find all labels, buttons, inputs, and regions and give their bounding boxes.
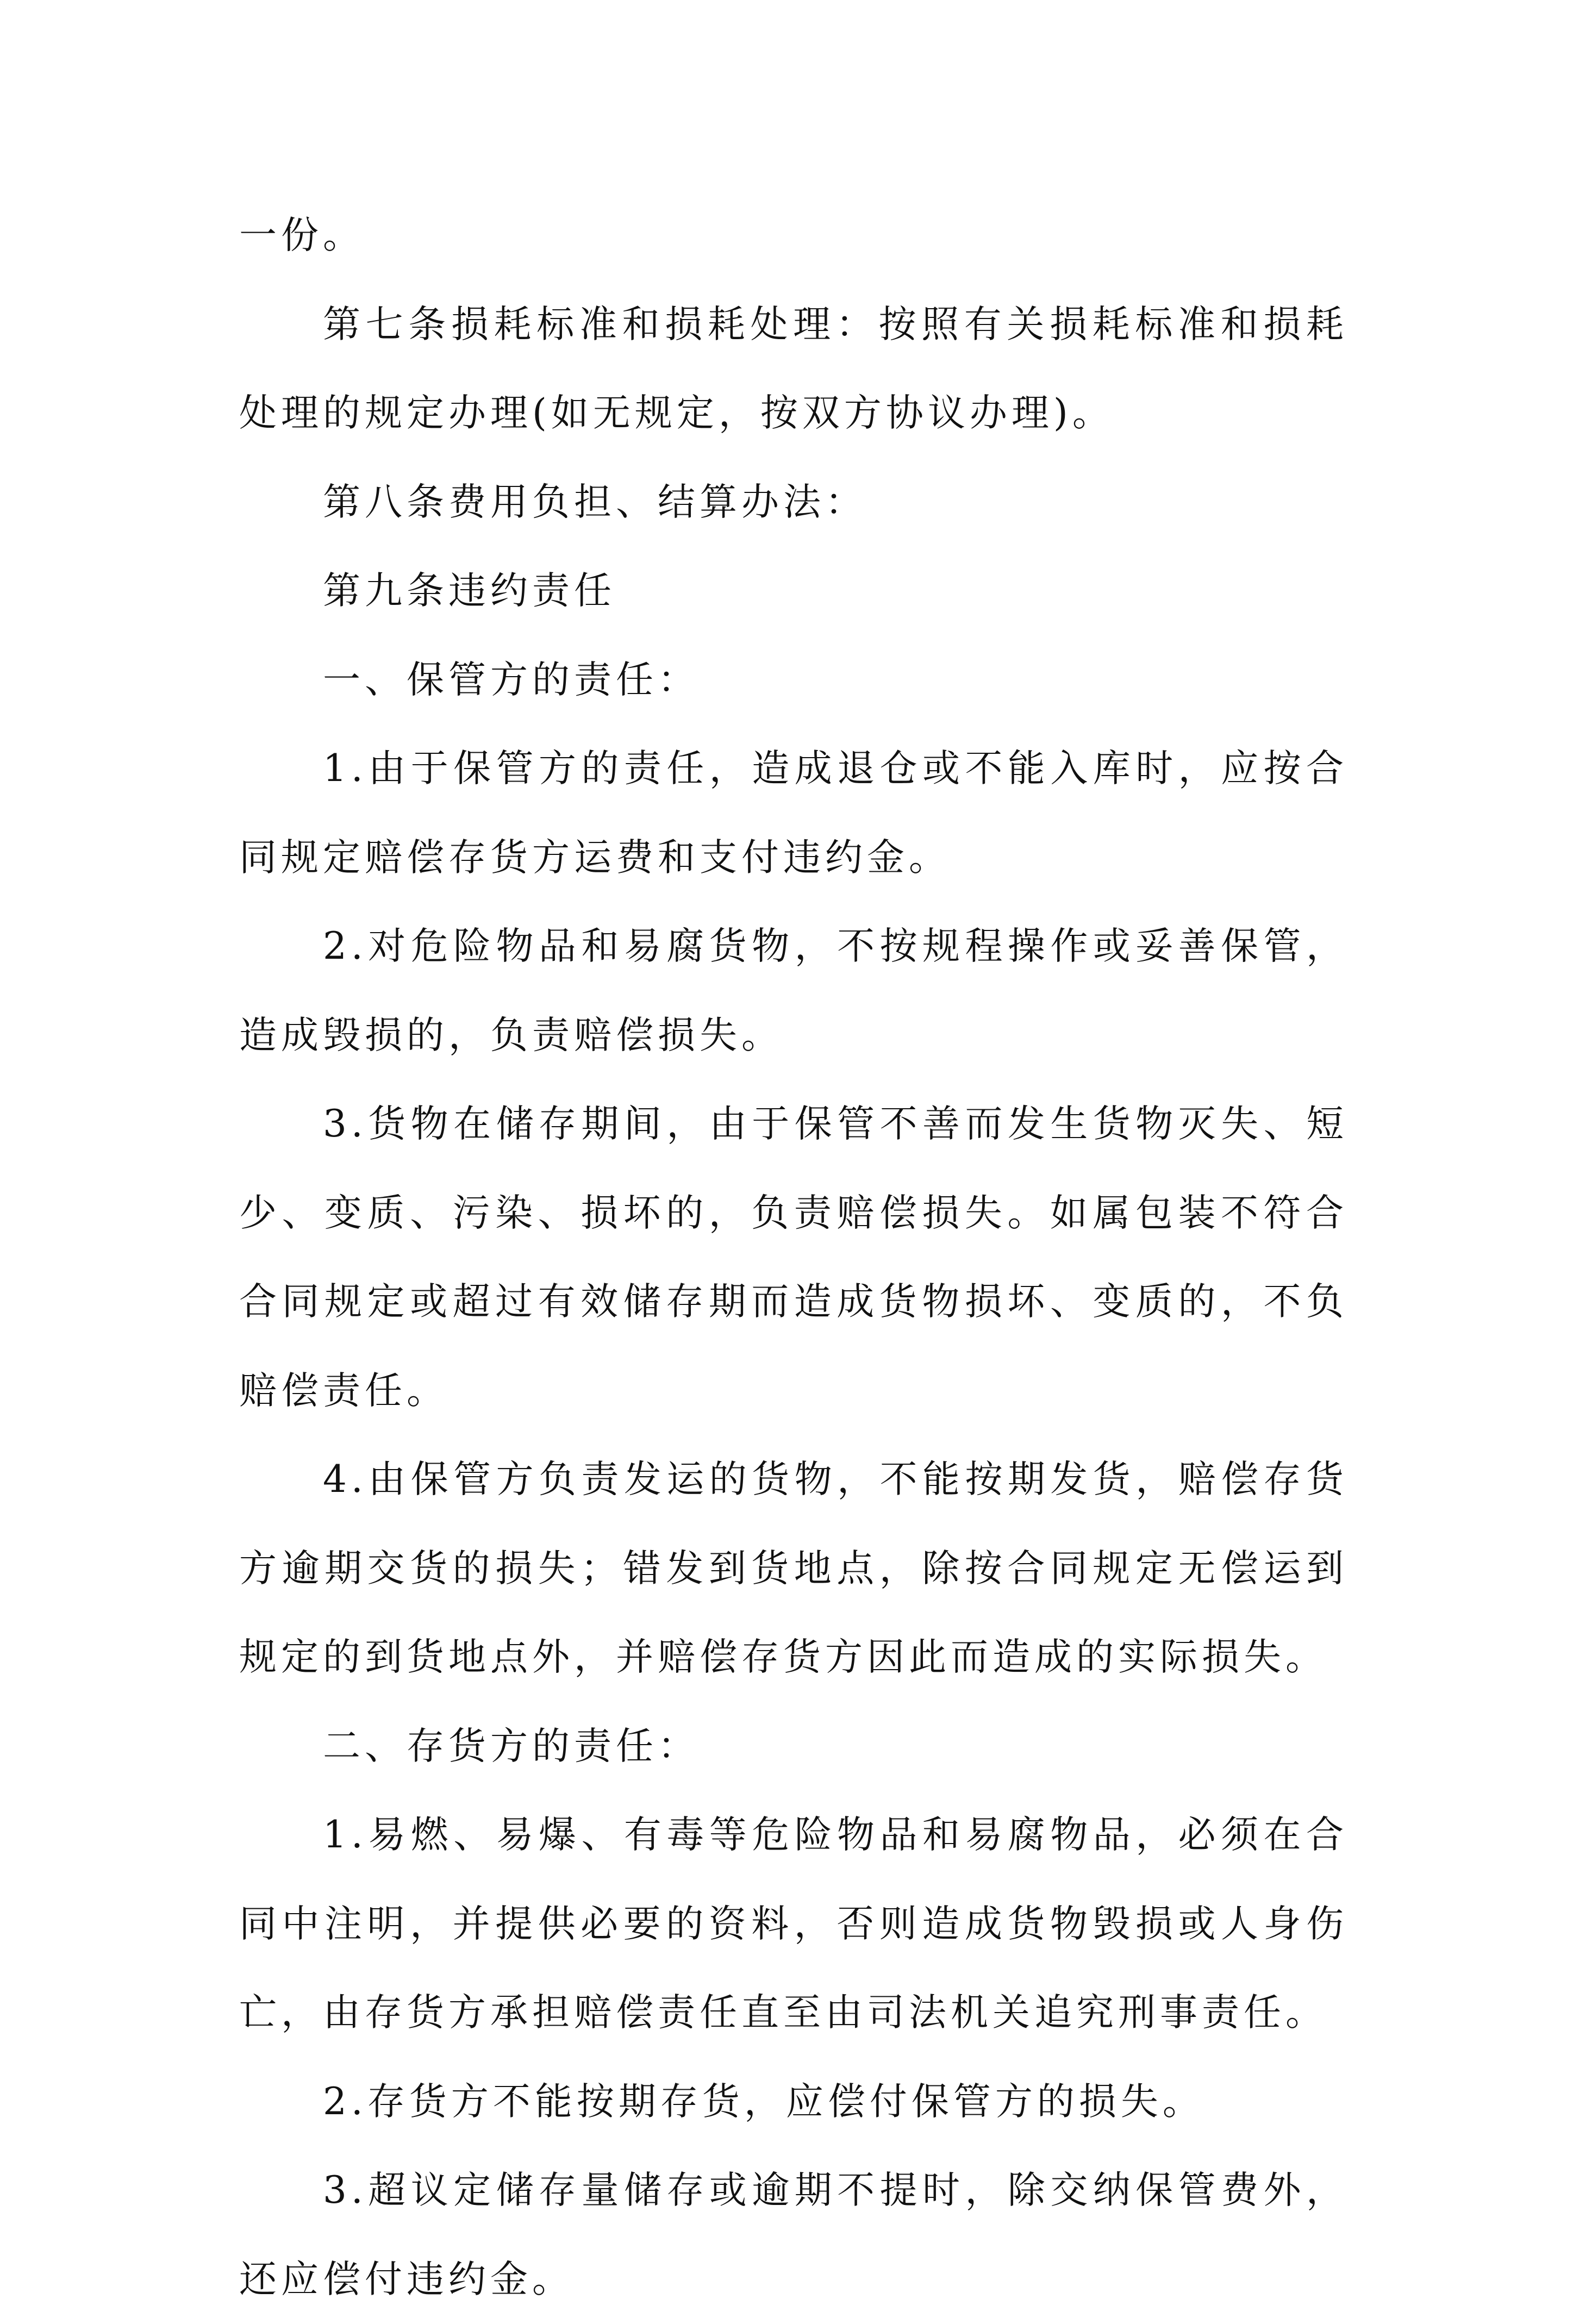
document-body: [239, 191, 1348, 2324]
section-depositor-heading: 二、存货方的责任：: [323, 1724, 700, 1768]
custodian-item-4: 4.由保管方负责发运的货物，不能按期发货，赔偿存货方逾期交货的损失；错发到货地点，除按合同规定无偿运到规定的到货地点外，并赔偿存货方因此而造成的实际损失。: [239, 1458, 1348, 1679]
custodian-item-3: 3.货物在储存期间，由于保管不善而发生货物灭失、短少、变质、污染、损坏的，负责赔偿损失。如属包装不符合合同规定或超过有效储存期而造成货物损坏、变质的，不负赔偿责任。: [239, 1102, 1348, 1413]
paragraph-1: 一份。: [239, 214, 365, 257]
depositor-item-2: 2.存货方不能按期存货，应偿付保管方的损失。: [323, 2079, 1204, 2123]
depositor-item-1: 1.易燃、易爆、有毒等危险物品和易腐物品，必须在合同中注明，并提供必要的资料，否则造成货物毁损或人身伤亡，由存货方承担赔偿责任直至由司法机关追究刑事责任。: [239, 1813, 1348, 2034]
section-custodian-heading: 一、保管方的责任：: [323, 658, 700, 702]
custodian-item-1: 1.由于保管方的责任，造成退仓或不能入库时，应按合同规定赔偿存货方运费和支付违约金。: [239, 747, 1348, 879]
paragraph-article-8: 第八条费用负担、结算办法：: [323, 480, 867, 524]
paragraph-article-7: 第七条损耗标准和损耗处理：按照有关损耗标准和损耗处理的规定办理(如无规定，按双方协议办理)。: [239, 302, 1348, 435]
custodian-item-2: 2.对危险物品和易腐货物，不按规程操作或妥善保管，造成毁损的，负责赔偿损失。: [239, 924, 1348, 1057]
paragraph-article-9: 第九条违约责任: [323, 569, 616, 613]
depositor-item-3: 3.超议定储存量储存或逾期不提时，除交纳保管费外，还应偿付违约金。: [239, 2169, 1348, 2301]
